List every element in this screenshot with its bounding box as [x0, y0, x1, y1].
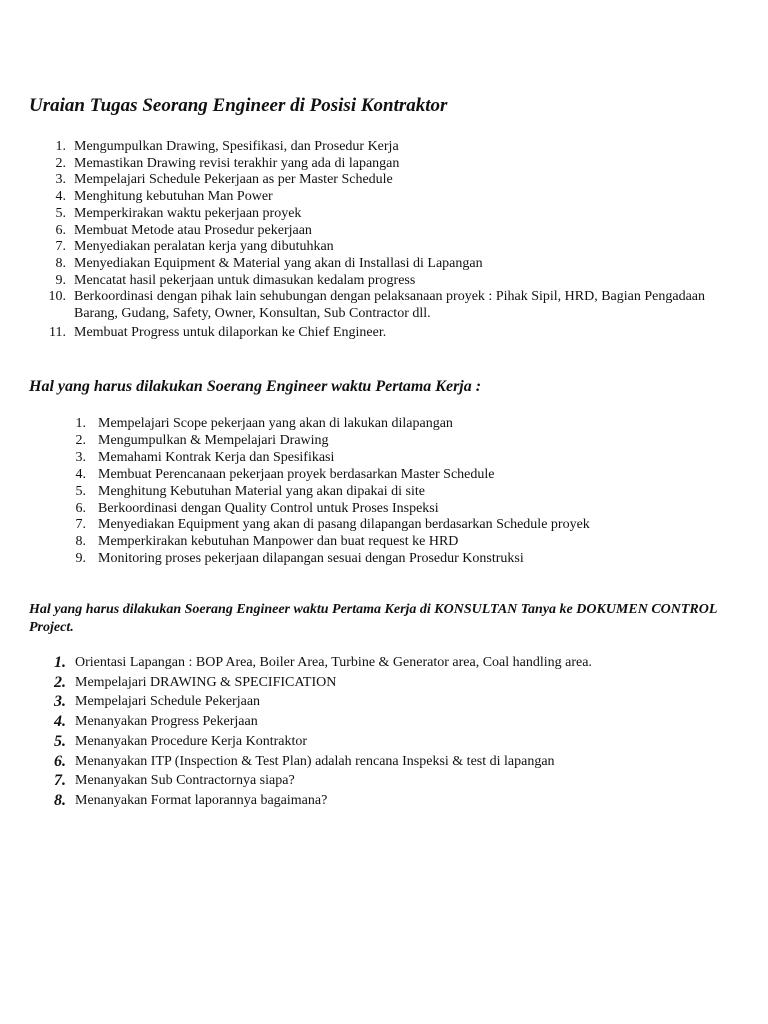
section3-title: Hal yang harus dilakukan Soerang Engineer waktu Pertama Kerja di KONSULTAN Tanya ke DOKUMEN CONTROL Project.	[29, 602, 717, 635]
list-item-number: 7.	[55, 239, 66, 255]
list-item-text: Membuat Progress untuk dilaporkan ke Chief Engineer.	[74, 324, 387, 340]
list-item-text: Mempelajari DRAWING & SPECIFICATION	[75, 674, 337, 690]
list-item-text: Mencatat hasil pekerjaan untuk dimasukan kedalam progress	[74, 272, 416, 288]
list-item-text: Memastikan Drawing revisi terakhir yang ada di lapangan	[74, 155, 400, 171]
list-item-text: Mempelajari Scope pekerjaan yang akan di lakukan dilapangan	[98, 416, 453, 431]
list-item-number: 8.	[75, 534, 86, 550]
list-item	[68, 433, 748, 450]
list-item-number: 1.	[54, 654, 66, 671]
list-item-text: Monitoring proses pekerjaan dilapangan sesuai dengan Prosedur Konstruksi	[98, 551, 524, 567]
list-item	[68, 416, 748, 433]
list-item-text: Menanyakan ITP (Inspection & Test Plan) adalah rencana Inspeksi & test di lapangan	[75, 753, 555, 769]
list-item-number: 5.	[54, 732, 66, 750]
list-item-text: Berkoordinasi dengan Quality Control untuk Proses Inspeksi	[98, 500, 439, 516]
list-item-number: 9.	[75, 551, 86, 567]
list-item-number: 2.	[54, 673, 66, 691]
list-item-number: 7.	[75, 517, 86, 533]
list-item	[68, 484, 748, 501]
list-item	[68, 467, 748, 484]
section1-list	[44, 139, 744, 341]
list-item	[44, 189, 744, 206]
list-item	[46, 692, 746, 712]
list-item-number: 6.	[75, 500, 86, 516]
list-item-text: Mengumpulkan & Mempelajari Drawing	[98, 432, 329, 448]
list-item	[46, 771, 746, 791]
list-item	[68, 534, 748, 551]
list-item	[46, 712, 746, 732]
list-item	[44, 256, 744, 273]
list-item-number: 6.	[54, 752, 66, 770]
list-item-text: Mengumpulkan Drawing, Spesifikasi, dan Prosedur Kerja	[74, 139, 399, 154]
list-item	[46, 653, 746, 673]
list-item-text: Menghitung kebutuhan Man Power	[74, 189, 273, 205]
list-item-number: 1.	[75, 416, 86, 431]
list-item	[68, 517, 748, 534]
list-item-text: Memperkirakan kebutuhan Manpower dan buat request ke HRD	[98, 534, 459, 550]
section2-title: Hal yang harus dilakukan Soerang Engineer waktu Pertama Kerja :	[29, 378, 482, 395]
list-item-text: Menyediakan peralatan kerja yang dibutuhkan	[74, 239, 334, 255]
list-item	[44, 239, 744, 256]
list-item-text: Menyediakan Equipment yang akan di pasang dilapangan berdasarkan Schedule proyek	[98, 517, 590, 533]
list-item-number: 1.	[55, 139, 66, 154]
list-item	[68, 450, 748, 467]
list-item	[46, 752, 746, 772]
list-item-number: 6.	[55, 222, 66, 238]
list-item-text: Membuat Perencanaan pekerjaan proyek berdasarkan Master Schedule	[98, 466, 495, 482]
list-item-text: Menghitung Kebutuhan Material yang akan dipakai di site	[98, 483, 425, 499]
list-item-number: 3.	[55, 172, 66, 188]
list-item-text: Menanyakan Progress Pekerjaan	[75, 714, 258, 730]
list-item	[44, 172, 744, 189]
list-item	[44, 273, 744, 290]
section1-title: Uraian Tugas Seorang Engineer di Posisi Kontraktor	[29, 95, 448, 116]
list-item-text: Memperkirakan waktu pekerjaan proyek	[74, 205, 302, 221]
section2-list	[68, 416, 748, 568]
list-item	[44, 206, 744, 223]
list-item-number: 10.	[48, 289, 66, 305]
list-item-number: 8.	[54, 791, 66, 809]
list-item-number: 7.	[54, 772, 66, 790]
list-item	[46, 732, 746, 752]
list-item	[44, 156, 744, 173]
list-item	[44, 289, 744, 322]
list-item-text: Menanyakan Format laporannya bagaimana?	[75, 792, 328, 808]
list-item-number: 3.	[54, 693, 66, 711]
list-item-text: Memahami Kontrak Kerja dan Spesifikasi	[98, 449, 335, 465]
list-item-number: 2.	[75, 432, 86, 448]
list-item	[46, 791, 746, 811]
list-item	[44, 223, 744, 240]
section3-list	[46, 653, 746, 811]
list-item-number: 4.	[54, 713, 66, 731]
list-item-text: Membuat Metode atau Prosedur pekerjaan	[74, 222, 312, 238]
list-item-number: 5.	[75, 483, 86, 499]
list-item	[44, 325, 744, 342]
list-item-text: Mempelajari Schedule Pekerjaan	[75, 694, 261, 710]
list-item-text: Menanyakan Procedure Kerja Kontraktor	[75, 733, 308, 749]
list-item-text: Menyediakan Equipment & Material yang akan di Installasi di Lapangan	[74, 255, 483, 271]
list-item	[46, 673, 746, 693]
list-item-number: 3.	[75, 449, 86, 465]
list-item-number: 4.	[75, 466, 86, 482]
list-item	[68, 551, 748, 568]
list-item-number: 9.	[55, 272, 66, 288]
list-item	[44, 139, 744, 156]
list-item-text: Menanyakan Sub Contractornya siapa?	[75, 773, 295, 789]
list-item-number: 5.	[55, 205, 66, 221]
list-item-number: 11.	[49, 324, 66, 340]
list-item-text: Mempelajari Schedule Pekerjaan as per Master Schedule	[74, 172, 393, 188]
list-item-number: 4.	[55, 189, 66, 205]
list-item	[68, 501, 748, 518]
list-item-number: 8.	[55, 255, 66, 271]
list-item-text: Berkoordinasi dengan pihak lain sehubungan dengan pelaksanaan proyek : Pihak Sipil, HRD, Bagian Pengadaan Barang, Gudang, Safety, Owner, Konsultan, Sub Contractor dll.	[74, 289, 706, 322]
list-item-number: 2.	[55, 155, 66, 171]
list-item-text: Orientasi Lapangan : BOP Area, Boiler Area, Turbine & Generator area, Coal handling area.	[75, 655, 592, 670]
